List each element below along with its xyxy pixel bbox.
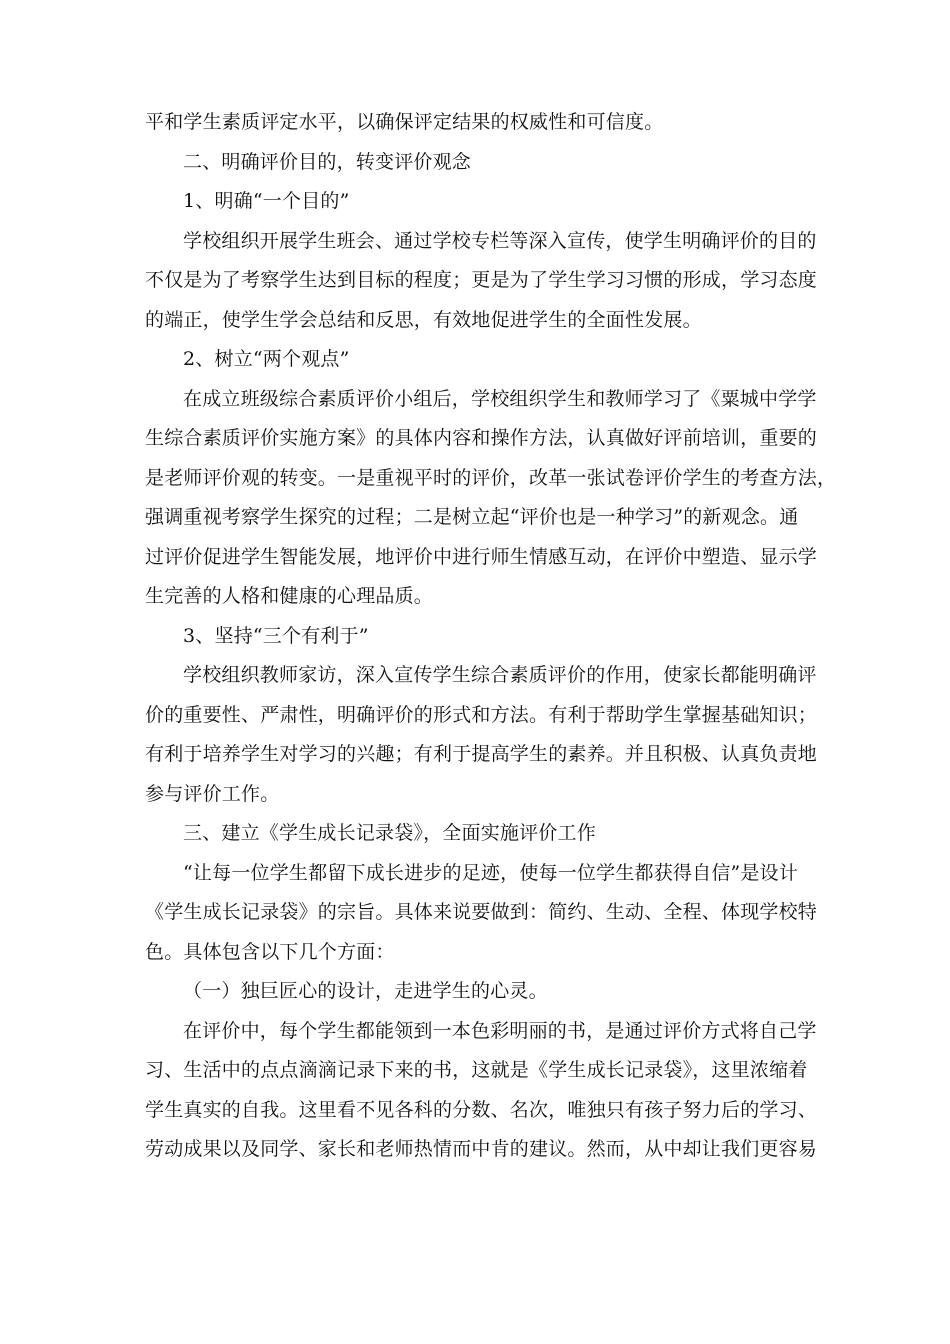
text-line: 是老师评价观的转变。一是重视平时的评价，改革一张试卷评价学生的考查方法， (145, 466, 837, 489)
text-line: 学生真实的自我。这里看不见各科的分数、名次，唯独只有孩子努力后的学习、 (145, 1098, 818, 1121)
text-line: 生完善的人格和健康的心理品质。 (145, 585, 434, 607)
text-line: 色。具体包含以下几个方面： (145, 940, 395, 963)
text-line: （一）独巨匠心的设计，走进学生的心灵。 (183, 980, 548, 1002)
text-line: 二、明确评价目的，转变评价观念 (183, 150, 472, 173)
text-line: 的端正，使学生学会总结和反思，有效地促进学生的全面性发展。 (145, 308, 702, 331)
text-line: 2、树立“两个观点” (183, 348, 350, 370)
text-line: 强调重视考察学生探究的过程；二是树立起“评价也是一种学习”的新观念。通 (145, 506, 799, 528)
text-line: 不仅是为了考察学生达到目标的程度；更是为了学生学习习惯的形成，学习态度 (145, 269, 818, 291)
text-line: 劳动成果以及同学、家长和老师热情而中肯的建议。然而，从中却让我们更容易 (145, 1138, 818, 1160)
text-line: 价的重要性、严肃性，明确评价的形式和方法。有利于帮助学生掌握基础知识； (145, 703, 818, 726)
text-line: “让每一位学生都留下成长进步的足迹，使每一位学生都获得自信”是设计 (183, 861, 799, 884)
text-line: 1、明确“一个目的” (183, 190, 350, 212)
text-line: 生综合素质评价实施方案》的具体内容和操作方法，认真做好评前培训，重要的 (145, 427, 818, 449)
document-body (145, 103, 837, 1170)
text-line: 在成立班级综合素质评价小组后，学校组织学生和教师学习了《粟城中学学 (183, 387, 817, 410)
text-line: 三、建立《学生成长记录袋》，全面实施评价工作 (183, 822, 596, 844)
text-line: 有利于培养学生对学习的兴趣；有利于提高学生的素养。并且积极、认真负责地 (145, 743, 818, 765)
text-line: 参与评价工作。 (145, 782, 280, 805)
text-line: 学校组织教师家访，深入宣传学生综合素质评价的作用，使家长都能明确评 (183, 664, 817, 686)
text-line: 过评价促进学生智能发展，地评价中进行师生情感互动，在评价中塑造、显示学 (145, 545, 818, 568)
text-line: 3、坚持“三个有利于” (183, 624, 369, 647)
text-line: 学校组织开展学生班会、通过学校专栏等深入宣传，使学生明确评价的目的 (183, 229, 817, 252)
text-line: 《学生成长记录袋》的宗旨。具体来说要做到：简约、生动、全程、体现学校特 (145, 901, 818, 923)
text-line: 习、生活中的点点滴滴记录下来的书，这就是《学生成长记录袋》，这里浓缩着 (145, 1059, 808, 1081)
text-line: 在评价中，每个学生都能领到一本色彩明丽的书，是通过评价方式将自己学 (183, 1019, 817, 1042)
text-line: 平和学生素质评定水平，以确保评定结果的权威性和可信度。 (145, 111, 664, 133)
